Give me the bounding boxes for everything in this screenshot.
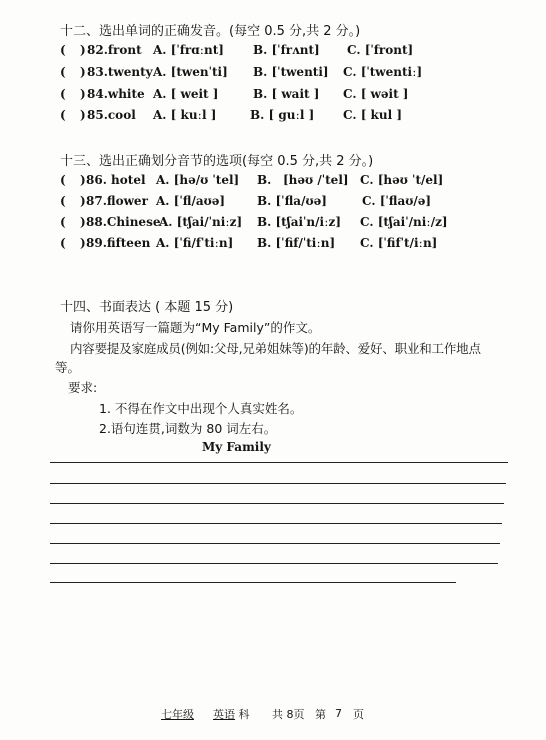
section-14-title: 十四、书面表达 ( 本题 15 分) xyxy=(60,300,234,315)
writing-line[interactable] xyxy=(50,503,504,504)
option-a: A. [hə/ʊ ˈtel] xyxy=(156,173,240,187)
question-word: 82.front xyxy=(87,43,142,57)
requirements-label: 要求: xyxy=(68,380,98,395)
option-c: C. [tʃaiˈ/niː/z] xyxy=(360,215,448,229)
option-b: B. [ˈfif/ˈtiːn] xyxy=(257,236,336,250)
question-word: 85.cool xyxy=(87,108,136,122)
option-a: A. [ˈfl/aʊə] xyxy=(156,194,226,208)
option-c: C. [ wəit ] xyxy=(343,87,409,101)
option-b: B. [ˈtwenti] xyxy=(253,65,329,79)
question-word: 87.flower xyxy=(86,194,148,208)
essay-prompt: 请你用英语写一篇题为“My Family”的作文。 xyxy=(70,320,321,335)
question-word: 89.fifteen xyxy=(86,236,151,250)
option-c: C. [ˈflaʊ/ə] xyxy=(362,194,432,208)
option-a: A. [ weit ] xyxy=(153,87,219,101)
option-a: A. [ˈfi/fˈtiːn] xyxy=(156,236,234,250)
writing-line[interactable] xyxy=(50,582,456,583)
footer-page-suffix: 页 xyxy=(353,708,364,721)
answer-paren-close: ) xyxy=(80,65,86,79)
footer-page-label: 第 xyxy=(315,708,326,721)
option-a: A. [tʃai/ˈniːz] xyxy=(159,215,243,229)
answer-paren-close: ) xyxy=(80,215,86,229)
answer-paren-close: ) xyxy=(80,236,86,250)
option-b: B. [ guːl ] xyxy=(250,108,315,122)
option-c: C. [ˈfifˈt/iːn] xyxy=(360,236,438,250)
question-word: 84.white xyxy=(87,87,145,101)
option-c: C. [ kul ] xyxy=(343,108,403,122)
section-13-title: 十三、选出正确划分音节的选项(每空 0.5 分,共 2 分。) xyxy=(60,154,374,169)
essay-title: My Family xyxy=(202,440,271,454)
writing-line[interactable] xyxy=(50,563,498,564)
writing-line[interactable] xyxy=(50,462,508,463)
option-a: A. [twenˈti] xyxy=(153,65,228,79)
question-word: 86. hotel xyxy=(86,173,146,187)
essay-content-line: 内容要提及家庭成员(例如:父母,兄弟姐妹等)的年龄、爱好、职业和工作地点 xyxy=(70,341,481,356)
question-word: 88.Chinese xyxy=(86,215,161,229)
answer-paren-close: ) xyxy=(80,43,86,57)
option-b: B. [ wait ] xyxy=(253,87,320,101)
option-b-text: [həʊ /ˈtel] xyxy=(283,173,349,187)
writing-line[interactable] xyxy=(50,543,500,544)
answer-paren-open: ( xyxy=(60,87,66,101)
answer-paren-open: ( xyxy=(60,65,66,79)
section-12-title: 十二、选出单词的正确发音。(每空 0.5 分,共 2 分。) xyxy=(60,24,361,39)
option-a: A. [ kuːl ] xyxy=(153,108,217,122)
writing-line[interactable] xyxy=(50,483,506,484)
answer-paren-open: ( xyxy=(60,173,66,187)
writing-line[interactable] xyxy=(50,523,502,524)
answer-paren-close: ) xyxy=(80,87,86,101)
option-b: B. xyxy=(257,173,272,187)
question-word: 83.twenty xyxy=(87,65,153,79)
answer-paren-open: ( xyxy=(60,236,66,250)
footer-subject: 英语 科 xyxy=(213,708,250,721)
option-c: C. [ˈfront] xyxy=(347,43,414,57)
footer-grade: 七年级 xyxy=(161,708,194,721)
answer-paren-open: ( xyxy=(60,194,66,208)
option-c: C. [həʊ ˈt/el] xyxy=(360,173,444,187)
answer-paren-close: ) xyxy=(80,194,86,208)
footer-total-pages: 共 8页 xyxy=(272,708,305,721)
requirement-item: 2.语句连贯,词数为 80 词左右。 xyxy=(99,421,277,436)
answer-paren-close: ) xyxy=(80,108,86,122)
answer-paren-open: ( xyxy=(60,215,66,229)
essay-content-line: 等。 xyxy=(55,360,81,375)
answer-paren-open: ( xyxy=(60,43,66,57)
option-c: C. [ˈtwentiː] xyxy=(343,65,423,79)
requirement-item: 1. 不得在作文中出现个人真实姓名。 xyxy=(99,401,303,416)
footer-page-number: 7 xyxy=(335,707,342,720)
option-b: B. [tʃaiˈn/iːz] xyxy=(257,215,341,229)
option-b: B. [ˈfla/ʊə] xyxy=(257,194,327,208)
option-b: B. [ˈfrʌnt] xyxy=(253,43,320,57)
option-a: A. [ˈfrɑːnt] xyxy=(153,43,224,57)
answer-paren-open: ( xyxy=(60,108,66,122)
answer-paren-close: ) xyxy=(80,173,86,187)
